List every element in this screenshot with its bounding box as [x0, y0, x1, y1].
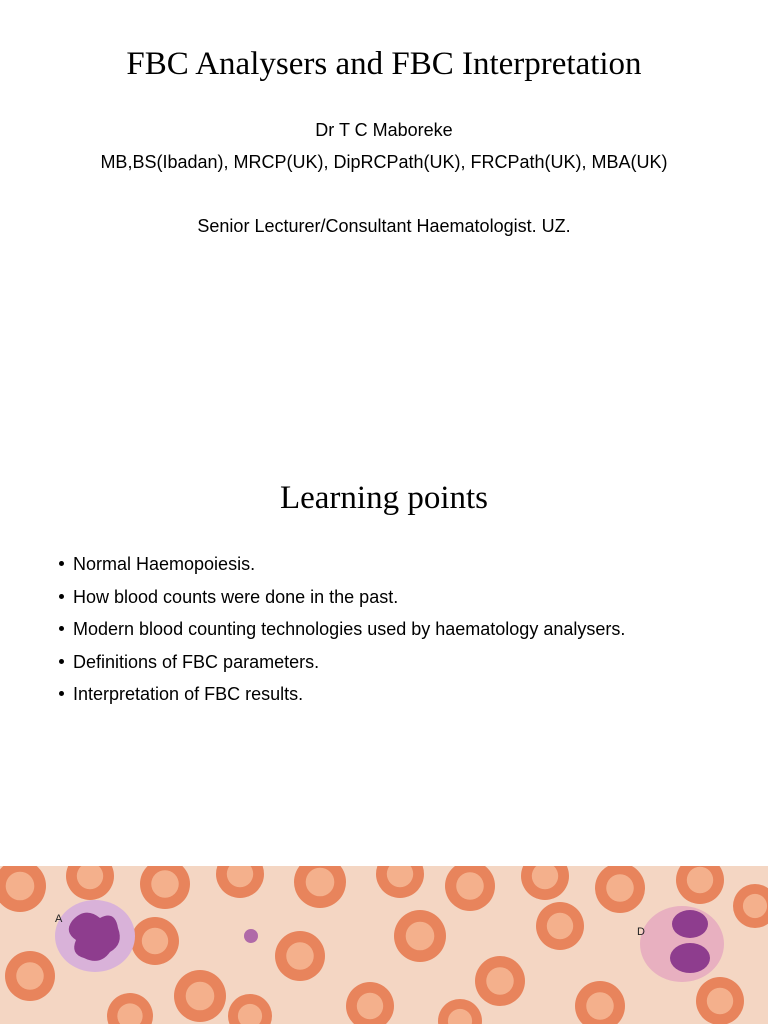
bullet-item: Normal Haemopoiesis.: [57, 548, 625, 581]
red-blood-cell-center: [606, 874, 634, 902]
author-qualifications: MB,BS(Ibadan), MRCP(UK), DipRCPath(UK), FRCPath(UK), MBA(UK): [100, 152, 668, 172]
author-position: Senior Lecturer/Consultant Haematologist. UZ.: [197, 216, 571, 236]
red-blood-cell-center: [687, 867, 713, 893]
blood-smear-svg: [0, 866, 768, 1024]
cell-label-a: A: [55, 913, 63, 925]
slide-title: Learning points: [279, 480, 489, 516]
red-blood-cell-center: [6, 872, 35, 901]
red-blood-cell-center: [547, 913, 573, 939]
red-blood-cell-center: [142, 928, 168, 954]
eosinophil-cell-d: [640, 906, 724, 982]
red-blood-cell-center: [406, 922, 435, 951]
slide-title: FBC Analysers and FBC Interpretation: [126, 46, 642, 82]
red-blood-cell-center: [151, 870, 179, 898]
red-blood-cell-center: [16, 962, 44, 990]
red-blood-cell-center: [186, 982, 215, 1011]
bullet-item: Modern blood counting technologies used by haematology analysers.: [57, 613, 625, 646]
red-blood-cell-center: [456, 872, 484, 900]
red-blood-cell-center: [707, 988, 733, 1014]
red-blood-cell-center: [306, 868, 335, 897]
bullet-list: [57, 548, 625, 711]
title-slide: [0, 0, 768, 430]
neutrophil-cell-a: [55, 900, 135, 972]
red-blood-cell-center: [286, 942, 314, 970]
red-blood-cell-center: [586, 992, 614, 1020]
red-blood-cell-center: [743, 894, 767, 918]
author-name: Dr T C Maboreke: [315, 120, 453, 140]
bullet-item: Definitions of FBC parameters.: [57, 646, 625, 679]
platelet: [244, 929, 258, 943]
red-blood-cell-center: [486, 967, 514, 995]
bullet-item: Interpretation of FBC results.: [57, 678, 625, 711]
bullet-item: How blood counts were done in the past.: [57, 581, 625, 614]
cell-label-d: D: [637, 926, 645, 938]
red-blood-cell-center: [357, 993, 383, 1019]
learning-points-slide: [0, 430, 768, 865]
blood-smear-image: [0, 866, 768, 1024]
